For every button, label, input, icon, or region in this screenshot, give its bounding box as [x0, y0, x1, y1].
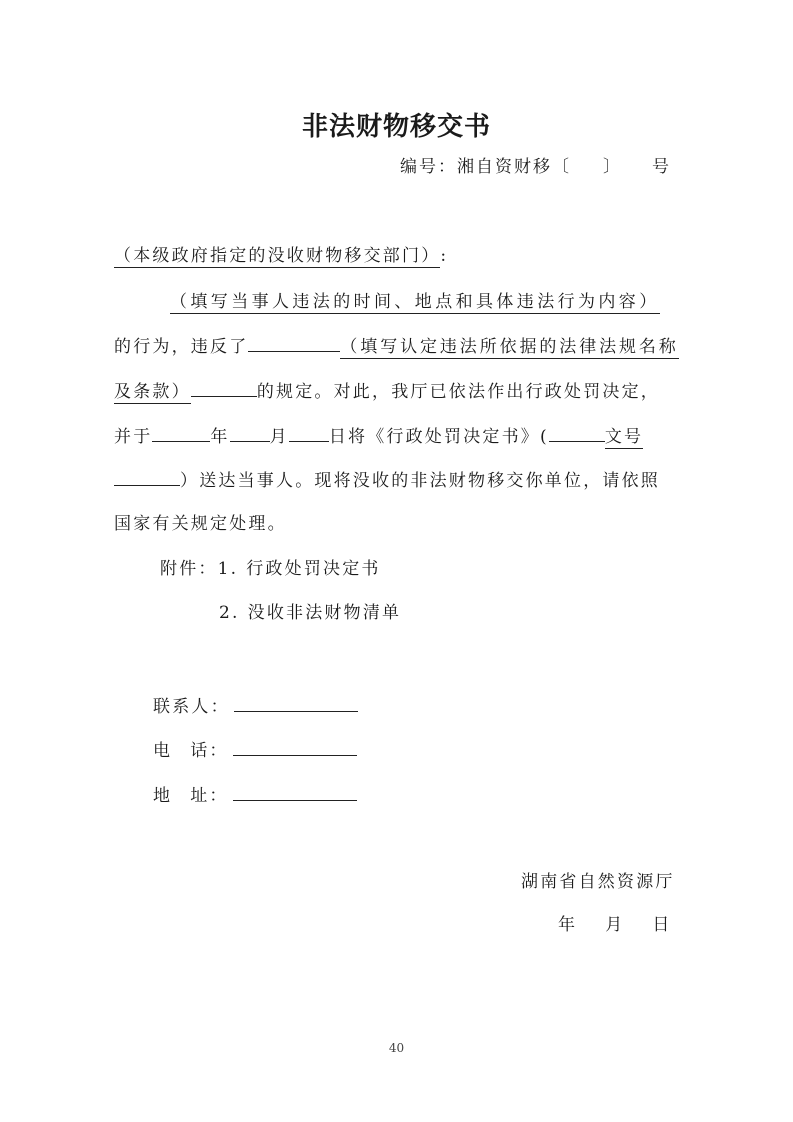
attachment-1	[160, 557, 381, 581]
signature-month: 月	[605, 915, 625, 935]
phone-label-1: 电	[153, 741, 173, 761]
body-line-4-a: 并于	[114, 427, 153, 447]
body-month-label: 月	[269, 427, 289, 447]
address-field[interactable]	[233, 782, 357, 801]
page-number: 40	[388, 1041, 405, 1055]
body-day-label: 日将《行政处罚决定书》(	[328, 427, 549, 447]
address-row	[153, 782, 357, 808]
body-line-1	[170, 290, 660, 314]
address-label-2: 址：	[190, 786, 229, 806]
phone-field[interactable]	[233, 737, 357, 756]
attachment-2	[219, 601, 401, 625]
body-line-6: 国家有关规定处理。	[114, 514, 287, 534]
address-label-1: 地	[153, 786, 173, 806]
doc-number-close-bracket: 〕	[603, 157, 622, 177]
year-blank[interactable]	[152, 423, 210, 442]
law-blank-1[interactable]	[248, 333, 340, 352]
body-line-3	[114, 378, 660, 404]
signature-date	[558, 913, 672, 937]
doc-number-continued-blank[interactable]	[114, 467, 180, 486]
doc-number-label-text: 文号	[604, 427, 644, 447]
phone-row	[153, 737, 357, 763]
body-line-5	[114, 467, 660, 493]
signature-day: 日	[652, 915, 672, 935]
signature-year: 年	[558, 915, 578, 935]
attachments-label: 附件：	[160, 559, 218, 579]
document-number	[400, 152, 671, 177]
body-year-label: 年	[210, 427, 230, 447]
body-line-2	[114, 333, 679, 359]
contact-person-label: 联系人：	[153, 697, 230, 717]
doc-number-suffix: 号	[652, 157, 671, 177]
doc-number-blank[interactable]	[549, 423, 605, 442]
day-blank[interactable]	[289, 423, 329, 442]
recipient-line	[114, 244, 448, 268]
signature-organization: 湖南省自然资源厅	[521, 872, 675, 892]
doc-number-prefix: 湘自资财移〔	[457, 157, 571, 177]
attachment-1-number: 1.	[217, 559, 239, 579]
doc-number-label: 编号：	[400, 157, 457, 177]
body-line-3-suffix: 的规定。对此，我厅已依法作出行政处罚决定，	[256, 382, 661, 402]
month-blank[interactable]	[230, 423, 270, 442]
contact-person-field[interactable]	[234, 693, 358, 712]
body-line-5-suffix: ）送达当事人。现将没收的非法财物移交你单位，请依照	[180, 471, 660, 491]
attachment-1-text: 行政处罚决定书	[246, 559, 381, 579]
law-clause-field[interactable]: 及条款）	[114, 382, 191, 402]
recipient-colon: :	[440, 246, 449, 266]
contact-person-row	[153, 693, 358, 719]
recipient-field[interactable]: （本级政府指定的没收财物移交部门）	[114, 246, 441, 266]
phone-label-2: 话：	[190, 741, 229, 761]
violation-content-field[interactable]: （填写当事人违法的时间、地点和具体违法行为内容）	[170, 292, 660, 312]
body-line-4	[114, 423, 643, 449]
attachment-2-text: 没收非法财物清单	[247, 603, 402, 623]
law-blank-2[interactable]	[191, 378, 257, 397]
body-line-2-prefix: 的行为，违反了	[114, 337, 249, 357]
law-name-field[interactable]: （填写认定违法所依据的法律法规名称	[340, 337, 679, 357]
attachment-2-number: 2.	[219, 603, 240, 623]
document-title: 非法财物移交书	[301, 112, 491, 142]
